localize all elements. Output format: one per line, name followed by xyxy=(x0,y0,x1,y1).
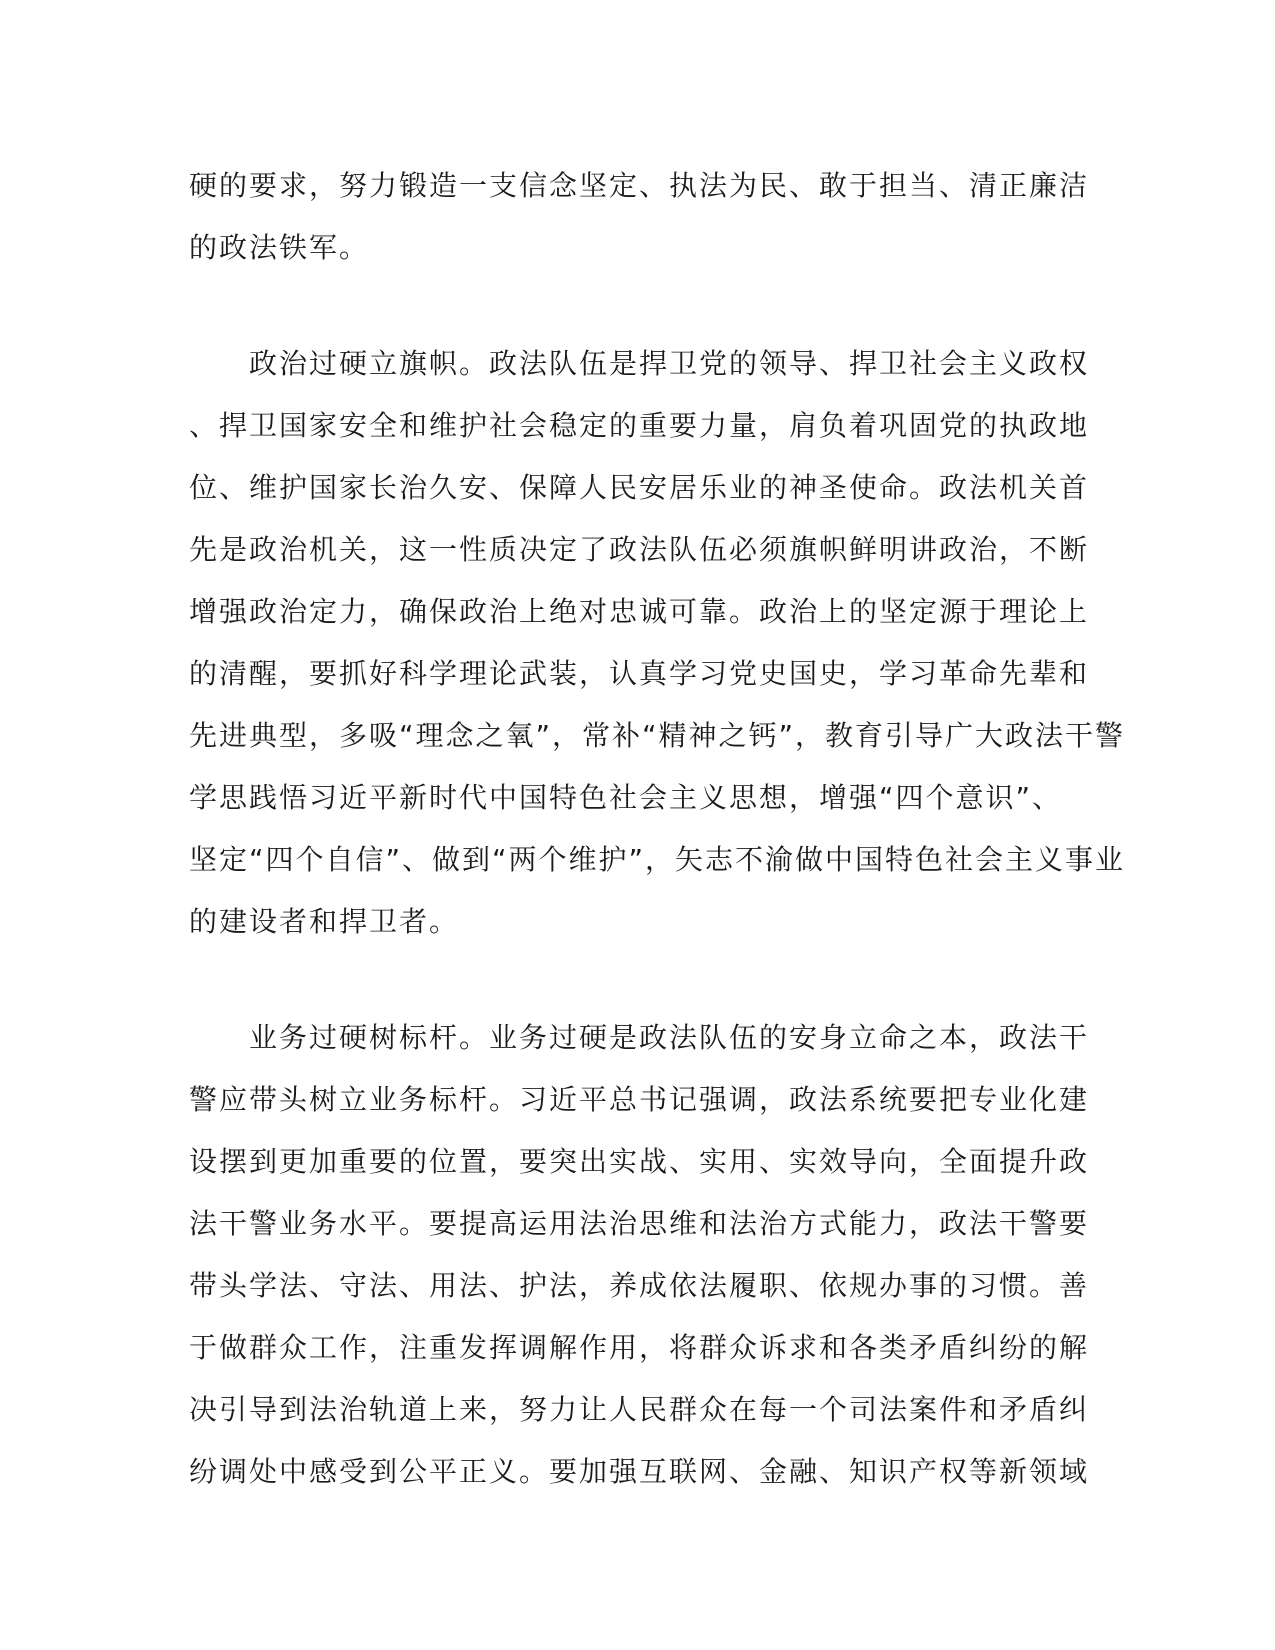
text-line: 的政法铁军。 xyxy=(189,231,370,264)
text-line: 带头学法、守法、用法、护法，养成依法履职、依规办事的习惯。善 xyxy=(189,1269,1090,1302)
body-text xyxy=(189,155,1126,1503)
text-line: 于做群众工作，注重发挥调解作用，将群众诉求和各类矛盾纠纷的解 xyxy=(189,1331,1090,1364)
text-line: 先是政治机关，这一性质决定了政法队伍必须旗帜鲜明讲政治，不断 xyxy=(189,533,1090,566)
text-line: 、捍卫国家安全和维护社会稳定的重要力量，肩负着巩固党的执政地 xyxy=(189,409,1090,442)
text-line: 纷调处中感受到公平正义。要加强互联网、金融、知识产权等新领域 xyxy=(189,1455,1090,1488)
text-line: 决引导到法治轨道上来，努力让人民群众在每一个司法案件和矛盾纠 xyxy=(189,1393,1090,1426)
paragraph-professional xyxy=(189,1007,1089,1503)
text-line: 学思践悟习近平新时代中国特色社会主义思想，增强“四个意识”、 xyxy=(189,781,1063,814)
text-line: 设摆到更加重要的位置，要突出实战、实用、实效导向，全面提升政 xyxy=(189,1145,1090,1178)
text-line: 坚定“四个自信”、做到“两个维护”，矢志不渝做中国特色社会主义事业 xyxy=(189,843,1126,876)
text-line: 先进典型，多吸“理念之氧”，常补“精神之钙”，教育引导广大政法干警 xyxy=(189,719,1126,752)
text-line: 法干警业务水平。要提高运用法治思维和法治方式能力，政法干警要 xyxy=(189,1207,1090,1240)
text-line: 的建设者和捍卫者。 xyxy=(189,905,460,938)
text-line: 业务过硬树标杆。业务过硬是政法队伍的安身立命之本，政法干 xyxy=(189,1021,1090,1054)
text-line: 警应带头树立业务标杆。习近平总书记强调，政法系统要把专业化建 xyxy=(189,1083,1090,1116)
text-line: 增强政治定力，确保政治上绝对忠诚可靠。政治上的坚定源于理论上 xyxy=(189,595,1090,628)
text-line: 政治过硬立旗帜。政法队伍是捍卫党的领导、捍卫社会主义政权 xyxy=(189,347,1090,380)
paragraph-political xyxy=(189,333,1126,953)
paragraph-continuation xyxy=(189,155,1089,279)
text-line: 硬的要求，努力锻造一支信念坚定、执法为民、敢于担当、清正廉洁 xyxy=(189,169,1090,202)
text-line: 位、维护国家长治久安、保障人民安居乐业的神圣使命。政法机关首 xyxy=(189,471,1090,504)
text-line: 的清醒，要抓好科学理论武装，认真学习党史国史，学习革命先辈和 xyxy=(189,657,1090,690)
